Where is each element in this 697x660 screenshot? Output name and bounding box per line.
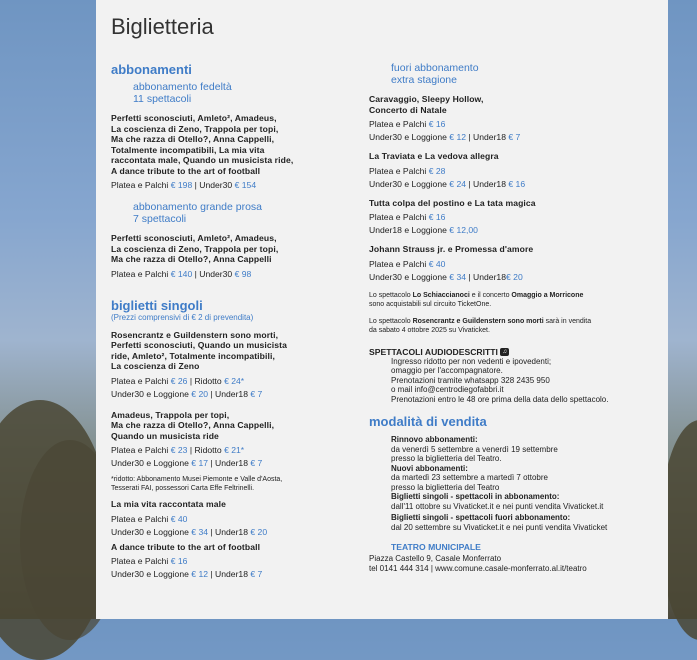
audio-description-icon: ♫ — [500, 348, 509, 356]
ticketone-note: Lo spettacolo Lo Schiaccianoci e il concerto Omaggio a Morricone sono acquistabili sul circuito TicketOne. — [369, 291, 584, 308]
teatro-contact[interactable]: tel 0141 444 314 | www.comune.casale-monferrato.al.it/teatro — [369, 563, 587, 573]
fedelta-shows: Perfetti sconosciuti, Amleto², Amadeus, La coscienza di Zeno, Trappola per topi, Ma che razza di Otello?, Anna Cappelli, Totalmente incompatibili, La mia vita raccontata male, Quando un musicista ride, A dance tribute to the art of football — [111, 113, 294, 176]
vendita-heading: modalità di vendita — [369, 414, 487, 429]
singoli-block1-price: Platea e Palchi € 26 | Ridotto € 24* Under30 e Loggione € 20 | Under18 € 7 — [111, 375, 263, 399]
singoli-block3-price: Platea e Palchi € 40 Under30 e Loggione € 34 | Under18 € 20 — [111, 513, 268, 537]
audio-info: Ingresso ridotto per non vedenti e ipovedenti; omaggio per l'accompagnatore. Prenotazioni tramite whatsapp 328 2435 950 o mail info@centrodiegofabbri.it Prenotazioni entro le 48 ore prima della data dello spettacolo. — [391, 356, 609, 404]
fuori-e4-price: Platea e Palchi € 40 Under30 e Loggione € 34 | Under18€ 20 — [369, 258, 523, 282]
prosa-price: Platea e Palchi € 140 | Under30 € 98 — [111, 268, 252, 279]
fuori-e3-price: Platea e Palchi € 16 Under18 e Loggione € 12,00 — [369, 212, 478, 235]
fuori-e1-price: Platea e Palchi € 16 Under30 e Loggione € 12 | Under18 € 7 — [369, 119, 521, 142]
left-column — [111, 62, 361, 584]
prosa-title: abbonamento grande prosa 7 spettacoli — [133, 201, 263, 225]
fedelta-price: Platea e Palchi € 198 | Under30 € 154 — [111, 180, 257, 190]
vendita-list: Rinnovo abbonamenti: da venerdì 5 settembre a venerdì 19 settembre presso la biglietteria del Teatro. Nuovi abbonamenti: da martedì 23 settembre a martedì 7 ottobre presso la biglietteria del Teatro Biglietti singoli - spettacoli in abbonamento: dall'11 ottobre su Vivaticket.it e nei punti vendita Vivaticket.it Biglietti singoli - spettacoli fuori abbonamento: dal 20 settembre su Vivaticket.it e nei punti vendita Vivaticket — [391, 435, 608, 532]
ticket-office-page — [96, 0, 668, 619]
singoli-block1-shows: Rosencrantz e Guildenstern sono morti, Perfetti sconosciuti, Quando un musicista ride, Amleto², Totalmente incompatibili, La coscienza di Zeno — [111, 329, 288, 371]
singoli-block4-price: Platea e Palchi € 16 Under30 e Loggione € 12 | Under18 € 7 — [111, 556, 263, 579]
fuori-e3-title: Tutta colpa del postino e La tata magica — [369, 197, 536, 208]
abbonamenti-heading: abbonamenti — [111, 62, 192, 77]
prosa-shows: Perfetti sconosciuti, Amleto², Amadeus, La coscienza di Zeno, Trappola per topi, Ma che razza di Otello?, Anna Cappelli — [111, 233, 279, 264]
singoli-block4-title: A dance tribute to the art of football — [111, 541, 261, 552]
fedelta-title: abbonamento fedeltà 11 spettacoli — [133, 81, 232, 105]
singoli-heading: biglietti singoli — [111, 297, 203, 313]
fuori-e4-title: Johann Strauss jr. e Promessa d'amore — [369, 244, 534, 254]
page-title: Biglietteria — [111, 14, 214, 39]
audio-heading: SPETTACOLI AUDIODESCRITTI ♫ — [369, 347, 664, 357]
right-column — [369, 62, 664, 573]
singoli-block2-shows: Amadeus, Trappola per topi, Ma che razza di Otello?, Anna Cappelli, Quando un musicista ride — [111, 409, 275, 441]
singoli-block3-title: La mia vita raccontata male — [111, 499, 226, 509]
fuori-title: fuori abbonamento extra stagione — [391, 62, 479, 86]
ridotto-footnote: *ridotto: Abbonamento Musei Piemonte e Valle d'Aosta, Tesserati FAI, possessori Carta Effe Feltrinelli. — [111, 476, 283, 492]
fuori-e2-price: Platea e Palchi € 28 Under30 e Loggione € 24 | Under18 € 16 — [369, 165, 526, 189]
vivaticket-note: Lo spettacolo Rosencrantz e Guildenstern sono morti sarà in vendita da sabato 4 ottobre 2025 su Vivaticket. — [369, 317, 592, 334]
singoli-subheading: (Prezzi comprensivi di € 2 di prevendita) — [111, 312, 254, 322]
singoli-block2-price: Platea e Palchi € 23 | Ridotto € 21* Under30 e Loggione € 17 | Under18 € 7 — [111, 445, 263, 468]
fuori-e1-title: Caravaggio, Sleepy Hollow, Concerto di Natale — [369, 94, 484, 115]
teatro-name: TEATRO MUNICIPALE — [391, 542, 481, 552]
teatro-address: Piazza Castello 9, Casale Monferrato — [369, 554, 502, 563]
fuori-e2-title: La Traviata e La vedova allegra — [369, 151, 499, 161]
